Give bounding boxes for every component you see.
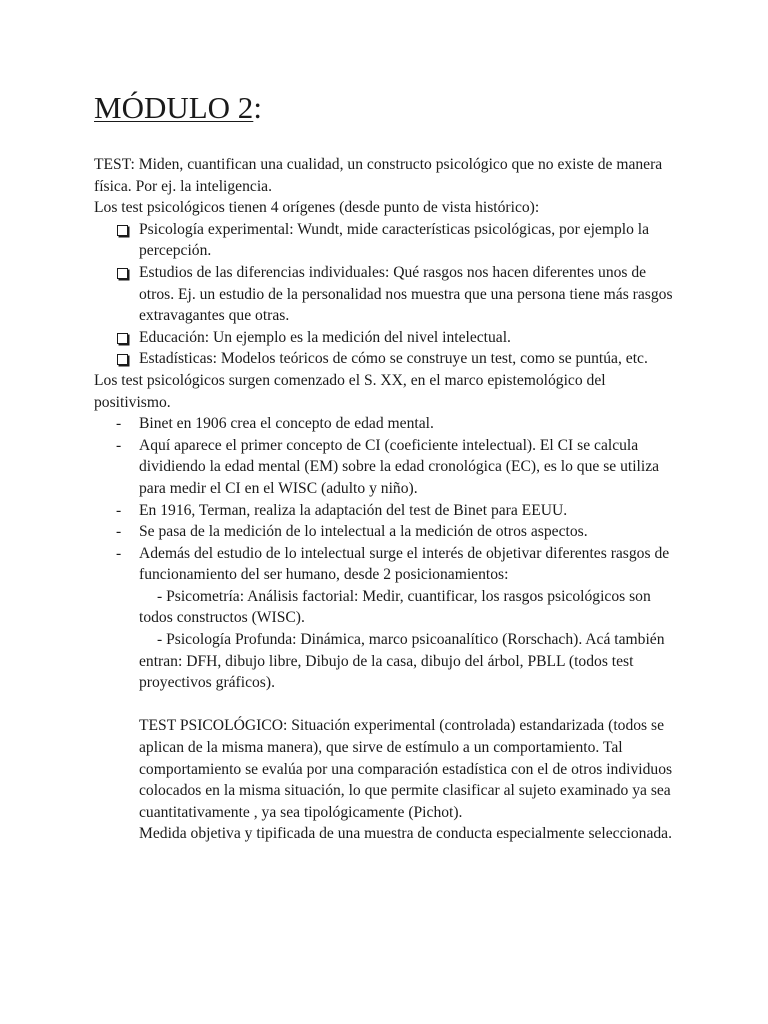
checklist-item — [94, 262, 684, 327]
dash-list-item — [94, 521, 684, 543]
dash-list-item — [94, 543, 684, 586]
document-page — [94, 90, 684, 845]
checklist-item-text: Psicología experimental: Wundt, mide características psicológicas, por ejemplo la percepción. — [139, 220, 650, 260]
spacer — [94, 694, 684, 716]
checklist-item-text: Estadísticas: Modelos teóricos de cómo se construye un test, como se puntúa, etc. — [139, 350, 648, 368]
title-text: MÓDULO 2 — [94, 90, 254, 125]
checklist-item — [94, 219, 684, 262]
dash-bullet-icon: - — [116, 544, 122, 562]
checkbox-icon — [117, 333, 128, 344]
approach-psicometria — [94, 586, 684, 629]
dash-list-item — [94, 435, 684, 500]
checkbox-icon — [117, 354, 128, 365]
dash-item-text: En 1916, Terman, realiza la adaptación del test de Binet para EEUU. — [139, 501, 568, 519]
dash-list-item — [94, 413, 684, 435]
approach-psicologia-profunda — [94, 629, 684, 694]
checklist-item — [94, 327, 684, 349]
page-title — [94, 90, 684, 126]
dash-bullet-icon: - — [116, 501, 122, 519]
checkbox-icon — [117, 225, 128, 236]
checkbox-icon — [117, 268, 128, 279]
origins-checklist — [94, 219, 684, 370]
surgen-paragraph: Los test psicológicos surgen comenzado el S. XX, en el marco epistemológico del positivismo. — [94, 371, 606, 411]
dash-item-text: Aquí aparece el primer concepto de CI (coeficiente intelectual). El CI se calcula dividiendo la edad mental (EM) sobre la edad cronológica (EC), es lo que se utiliza para medir el CI en el WISC (adulto y niño). — [139, 436, 660, 497]
dash-bullet-icon: - — [116, 415, 122, 433]
test-definition-paragraph: TEST: Miden, cuantifican una cualidad, un constructo psicológico que no existe de manera física. Por ej. la inteligencia. — [94, 156, 663, 195]
approach-text: - Psicometría: Análisis factorial: Medir, cuantificar, los rasgos psicológicos son todos constructos (WISC). — [139, 587, 651, 627]
dash-bullet-icon: - — [116, 436, 122, 454]
dash-item-text: Además del estudio de lo intelectual surge el interés de objetivar diferentes rasgos de funcionamiento del ser humano, desde 2 posicionamientos: — [139, 544, 670, 584]
dash-list-item — [94, 500, 684, 522]
approach-text: - Psicología Profunda: Dinámica, marco psicoanalítico (Rorschach). Acá también entran: DFH, dibujo libre, Dibujo de la casa, dibujo del árbol, PBLL (todos test proyectivos gráficos). — [139, 631, 665, 692]
dash-item-text: Binet en 1906 crea el concepto de edad mental. — [139, 415, 434, 433]
title-colon: : — [253, 90, 262, 125]
measure-definition: Medida objetiva y tipificada de una muestra de conducta especialmente seleccionada. — [139, 825, 672, 843]
origins-intro-paragraph: Los test psicológicos tienen 4 orígenes (desde punto de vista histórico): — [94, 199, 540, 217]
checklist-item-text: Estudios de las diferencias individuales: Qué rasgos nos hacen diferentes unos de otros. Ej. un estudio de la personalidad nos muestra que una persona tiene más rasgos extravagantes que otras. — [139, 263, 673, 325]
dash-item-text: Se pasa de la medición de lo intelectual a la medición de otros aspectos. — [139, 523, 588, 541]
test-psicologico-definition: TEST PSICOLÓGICO: Situación experimental (controlada) estandarizada (todos se aplican de la misma manera), que sirve de estímulo a un comportamiento. Tal comportamiento se evalúa por una comparación estadística con el de otros individuos colocados en la misma situación, lo que permite clasificar al sujeto examinado ya sea cuantitativamente , ya sea tipológicamente (Pichot). — [139, 717, 673, 821]
checklist-item — [94, 348, 684, 370]
history-dash-list — [94, 413, 684, 586]
dash-bullet-icon: - — [116, 523, 122, 541]
checklist-item-text: Educación: Un ejemplo es la medición del nivel intelectual. — [139, 328, 511, 346]
